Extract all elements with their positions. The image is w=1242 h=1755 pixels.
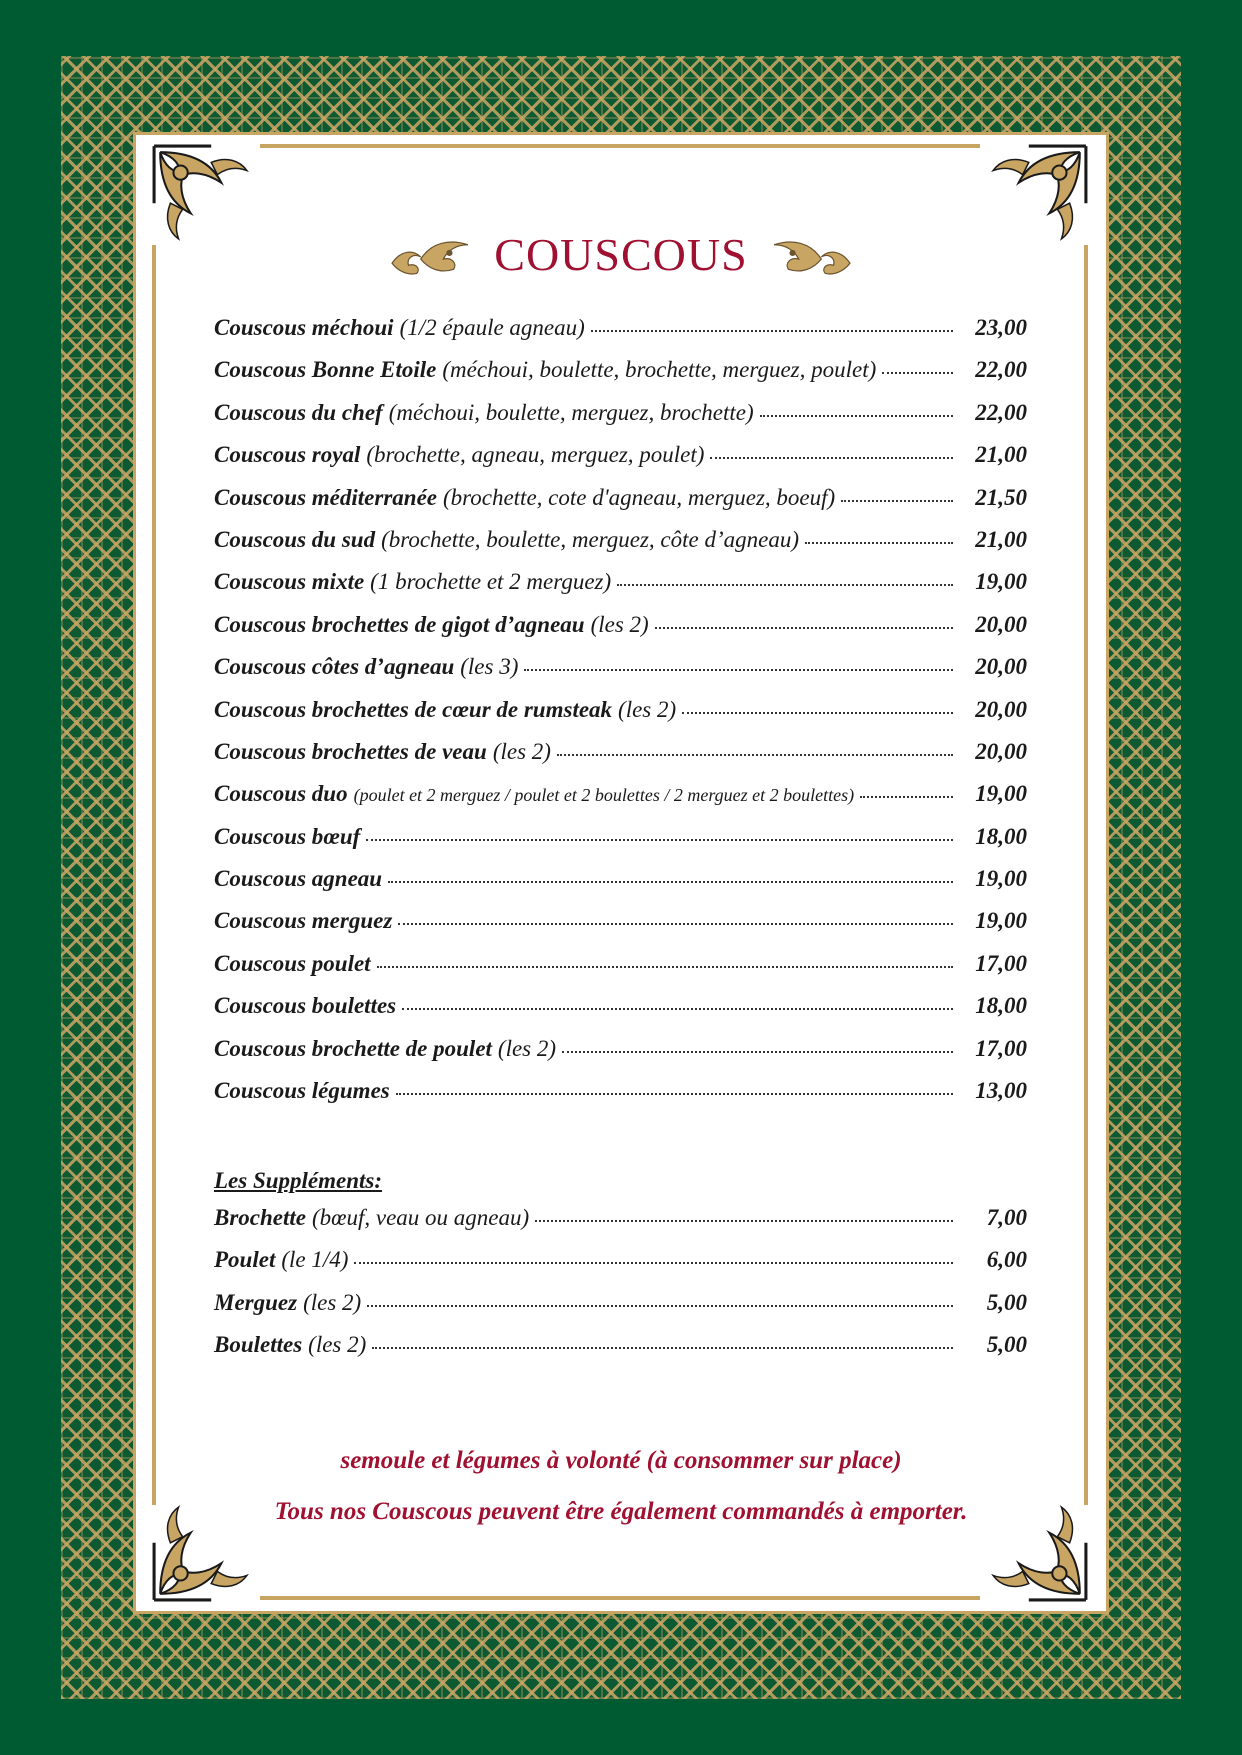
- menu-item-price: 5,00: [986, 1289, 1027, 1315]
- menu-item-price: 21,00: [975, 442, 1027, 468]
- menu-item-price: 19,00: [975, 866, 1027, 892]
- menu-item: [214, 781, 1027, 823]
- dot-leader: [841, 500, 953, 502]
- menu-item-price: 5,00: [986, 1332, 1027, 1358]
- dot-leader: [557, 754, 953, 756]
- menu-item: [214, 697, 1027, 739]
- menu-item-name: Couscous duo: [214, 781, 348, 807]
- menu-item-price: 21,00: [975, 526, 1027, 552]
- menu-item-price: 20,00: [975, 654, 1027, 680]
- menu-item-description: (méchoui, boulette, merguez, brochette): [388, 399, 754, 425]
- dot-leader: [562, 1051, 953, 1053]
- title-ornament-icon: [390, 232, 472, 278]
- menu-item-name: Couscous boulettes: [214, 993, 397, 1019]
- menu-item: [214, 1205, 1027, 1247]
- dot-leader: [524, 669, 953, 671]
- menu-item-name: Couscous brochettes de gigot d’agneau: [214, 611, 585, 637]
- menu-item-price: 22,00: [975, 357, 1027, 383]
- dot-leader: [388, 881, 953, 883]
- menu-item-name: Couscous poulet: [214, 950, 371, 976]
- dot-leader: [760, 415, 953, 417]
- dot-leader: [710, 457, 953, 459]
- menu-item-name: Couscous brochette de poulet: [214, 1035, 492, 1061]
- dot-leader: [805, 542, 953, 544]
- gold-rule-bottom: [260, 1596, 980, 1600]
- dot-leader: [402, 1008, 953, 1010]
- menu-item-description: (méchoui, boulette, brochette, merguez, poulet): [442, 357, 877, 383]
- menu-item-price: 18,00: [975, 823, 1027, 849]
- menu-item-name: Poulet: [214, 1247, 276, 1273]
- supplements-heading: Les Suppléments:: [214, 1168, 383, 1193]
- menu-item-price: 19,00: [975, 569, 1027, 595]
- dot-leader: [396, 1093, 953, 1095]
- dot-leader: [682, 712, 953, 714]
- menu-item-description: (les 2): [308, 1332, 367, 1358]
- menu-item: [214, 866, 1027, 908]
- menu-item-name: Couscous agneau: [214, 866, 383, 892]
- title-ornament-icon: [770, 232, 852, 278]
- menu-item-name: Boulettes: [214, 1332, 303, 1358]
- menu-item-price: 19,00: [975, 908, 1027, 934]
- menu-item-name: Couscous mixte: [214, 569, 365, 595]
- menu-item: [214, 315, 1027, 357]
- menu-item: [214, 1036, 1027, 1078]
- menu-item-description: (les 2): [590, 611, 649, 637]
- menu-item: [214, 400, 1027, 442]
- menu-item-name: Brochette: [214, 1205, 306, 1230]
- footer-note-takeaway: Tous nos Couscous peuvent être également commandés à emporter.: [274, 1498, 968, 1525]
- menu-item-description: (brochette, boulette, merguez, côte d’agneau): [381, 526, 799, 552]
- menu-item-description: (le 1/4): [281, 1247, 349, 1273]
- menu-item-price: 20,00: [975, 696, 1027, 722]
- menu-item-price: 18,00: [975, 993, 1027, 1019]
- menu-item-price: 6,00: [986, 1247, 1027, 1273]
- menu-item: [214, 1078, 1027, 1120]
- menu-item-name: Couscous côtes d’agneau: [214, 654, 455, 680]
- menu-item: [214, 993, 1027, 1035]
- dot-leader: [354, 1262, 953, 1264]
- menu-item: [214, 951, 1027, 993]
- menu-item-price: 7,00: [986, 1205, 1027, 1230]
- menu-item: [214, 908, 1027, 950]
- menu-item-description: (poulet et 2 merguez / poulet et 2 boulettes / 2 merguez et 2 boulettes): [353, 785, 855, 806]
- menu-item-name: Couscous légumes: [214, 1078, 390, 1104]
- menu-item: [214, 442, 1027, 484]
- dot-leader: [367, 1305, 953, 1307]
- dot-leader: [860, 796, 953, 798]
- dot-leader: [591, 330, 953, 332]
- menu-item-name: Couscous bœuf: [214, 823, 361, 849]
- supplements-list: [214, 1205, 1027, 1375]
- menu-item: [214, 654, 1027, 696]
- menu-item: [214, 1290, 1027, 1332]
- menu-item-name: Couscous méditerranée: [214, 484, 437, 510]
- dot-leader: [377, 966, 953, 968]
- dot-leader: [535, 1220, 953, 1222]
- gold-rule-right: [1084, 245, 1088, 1505]
- menu-item-description: (brochette, cote d'agneau, merguez, boeuf): [442, 484, 836, 510]
- menu-item: [214, 527, 1027, 569]
- menu-item-price: 13,00: [975, 1078, 1027, 1104]
- menu-item: [214, 612, 1027, 654]
- menu-item-description: (les 2): [618, 696, 677, 722]
- menu-item-name: Couscous Bonne Etoile: [214, 357, 437, 383]
- menu-item: [214, 1247, 1027, 1289]
- menu-item-description: (1 brochette et 2 merguez): [370, 569, 612, 595]
- page-title: COUSCOUS: [494, 229, 748, 280]
- menu-item-description: (brochette, agneau, merguez, poulet): [366, 442, 705, 468]
- menu-item-name: Couscous du chef: [214, 399, 383, 425]
- title-row: [0, 225, 1242, 285]
- dot-leader: [882, 372, 953, 374]
- menu-item-description: (les 3): [460, 654, 519, 680]
- gold-rule-left: [152, 245, 156, 1505]
- menu-item-name: Couscous méchoui: [214, 315, 394, 340]
- menu-item-price: 21,50: [975, 484, 1027, 510]
- dot-leader: [655, 627, 953, 629]
- menu-item: [214, 739, 1027, 781]
- menu-item-name: Couscous brochettes de cœur de rumsteak: [214, 696, 613, 722]
- menu-item: [214, 485, 1027, 527]
- dot-leader: [398, 923, 953, 925]
- menu-item-description: (1/2 épaule agneau): [399, 315, 585, 340]
- dot-leader: [617, 584, 953, 586]
- menu-item-price: 23,00: [975, 315, 1027, 340]
- menu-item: [214, 357, 1027, 399]
- menu-item: [214, 569, 1027, 611]
- dot-leader: [366, 839, 953, 841]
- menu-item-description: (les 2): [497, 1035, 557, 1061]
- menu-item-name: Couscous royal: [214, 442, 361, 468]
- menu-item-description: (les 2): [303, 1289, 362, 1315]
- footer-note-refill: semoule et légumes à volonté (à consommer sur place): [340, 1447, 902, 1474]
- dot-leader: [372, 1347, 953, 1349]
- menu-item-description: (bœuf, veau ou agneau): [312, 1205, 530, 1230]
- menu-item-name: Couscous brochettes de veau: [214, 738, 487, 764]
- menu-item: [214, 824, 1027, 866]
- menu-item-price: 20,00: [975, 738, 1027, 764]
- menu-item-price: 17,00: [975, 950, 1027, 976]
- menu-item-description: (les 2): [492, 738, 551, 764]
- menu-item-name: Couscous merguez: [214, 908, 393, 934]
- menu-items-list: [214, 315, 1027, 1120]
- menu-item-price: 20,00: [975, 611, 1027, 637]
- gold-rule-top: [260, 144, 980, 148]
- menu-item-price: 19,00: [975, 781, 1027, 807]
- menu-item-price: 17,00: [975, 1035, 1027, 1061]
- menu-item: [214, 1332, 1027, 1374]
- menu-item-name: Merguez: [214, 1289, 298, 1315]
- menu-item-price: 22,00: [975, 399, 1027, 425]
- menu-item-name: Couscous du sud: [214, 526, 376, 552]
